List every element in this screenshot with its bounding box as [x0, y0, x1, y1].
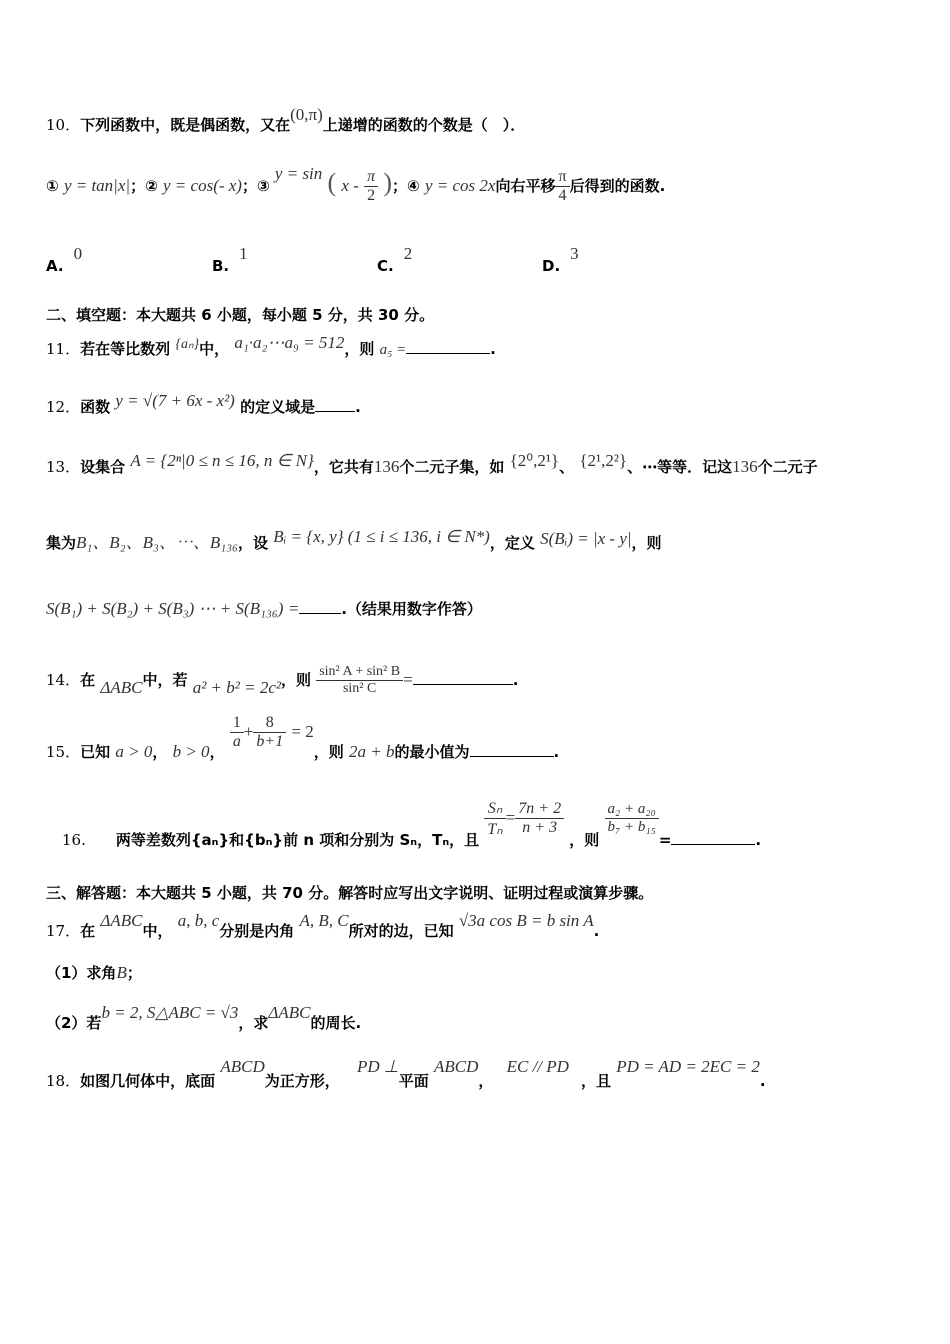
q13-line1: 13．设集合 A = {2ⁿ|0 ≤ n ≤ 16, n ∈ N}，它共有136个二元子集，如 {2⁰,2¹}、 {2¹,2²}、⋯等等．记这136个二元子 — [46, 451, 818, 476]
q11: 11．若在等比数列 {aₙ}中， a₁·a₂⋯a₉ = 512，则 a₅ = . — [46, 333, 496, 358]
q16: 16. 两等差数列{aₙ}和{bₙ}前 n 项和分别为 Sₙ，Tₙ，且 $\frac{\text{Sₙ}}{\text{Tₙ}}$ = $\frac{7n + 2}{n + 3}$ ，则 $\frac{\text{a₂ + a₂₀}}{\text{b₇ + b₁₅}}$ = . — [62, 800, 762, 849]
q14: 14．在 ΔABC中，若 a² + b² = 2c²，则 $\frac{\text{sin² A + sin² B}}{\text{sin² C}}$ = . — [46, 664, 519, 697]
q17-part2: （2）若b = 2, S△ABC = √3，求ΔABC的周长. — [46, 1003, 362, 1032]
q14-answer-blank[interactable] — [413, 670, 513, 685]
section-solutions: 三、解答题：本大题共 5 小题，共 70 分。解答时应写出文字说明、证明过程或演算步骤。 — [46, 884, 654, 902]
q13-answer-blank[interactable] — [299, 599, 341, 614]
section-fill-blank: 二、填空题：本大题共 6 小题，每小题 5 分，共 30 分。 — [46, 306, 435, 324]
q12: 12．函数 y = √(7 + 6x - x²) 的定义域是 . — [46, 391, 361, 416]
q10-functions: ① y = tan|x|；② y = cos(- x)；③ y = sin ( x - $\frac{\pi}{2}$ )；④ y = cos 2x向右平移 $\frac{\pi}{4}$ 后得到的函数. — [46, 164, 666, 204]
q18: 18．如图几何体中，底面 ABCD为正方形， PD ⊥平面 ABCD， EC // PD，且 PD = AD = 2EC = 2. — [46, 1057, 766, 1090]
q15-answer-blank[interactable] — [470, 742, 554, 757]
q13-line2: 集为B₁、B₂、B₃、⋯、B₁₃₆，设 Bᵢ = {x, y} (1 ≤ i ≤ 136, i ∈ N*)，定义 S(Bᵢ) = |x - y|，则 — [46, 527, 662, 552]
option-b: B.1 — [212, 244, 248, 275]
q10-stem: 10．下列函数中，既是偶函数，又在(0,π)上递增的函数的个数是（ ）． — [46, 105, 526, 134]
q13-line3: S(B₁) + S(B₂) + S(B₃) ⋯ + S(B₁₃₆) = .（结果用数字作答） — [46, 599, 482, 618]
q17: 17．在 ΔABC中， a, b, c分别是内角 A, B, C所对的边，已知 √3a cos B = b sin A. — [46, 911, 600, 940]
q17-part1: （1）求角B； — [46, 963, 142, 982]
q11-answer-blank[interactable] — [406, 339, 490, 354]
q16-answer-blank[interactable] — [671, 830, 755, 845]
q12-answer-blank[interactable] — [315, 397, 355, 412]
q15: 15．已知 a > 0， b > 0， $\frac{1}{a}$ + $\frac{8}{b+1}$ = 2，则 2a + b的最小值为 . — [46, 714, 560, 761]
option-c: C.2 — [377, 244, 413, 275]
option-d: D.3 — [542, 244, 579, 275]
option-a: A.0 — [46, 244, 83, 275]
